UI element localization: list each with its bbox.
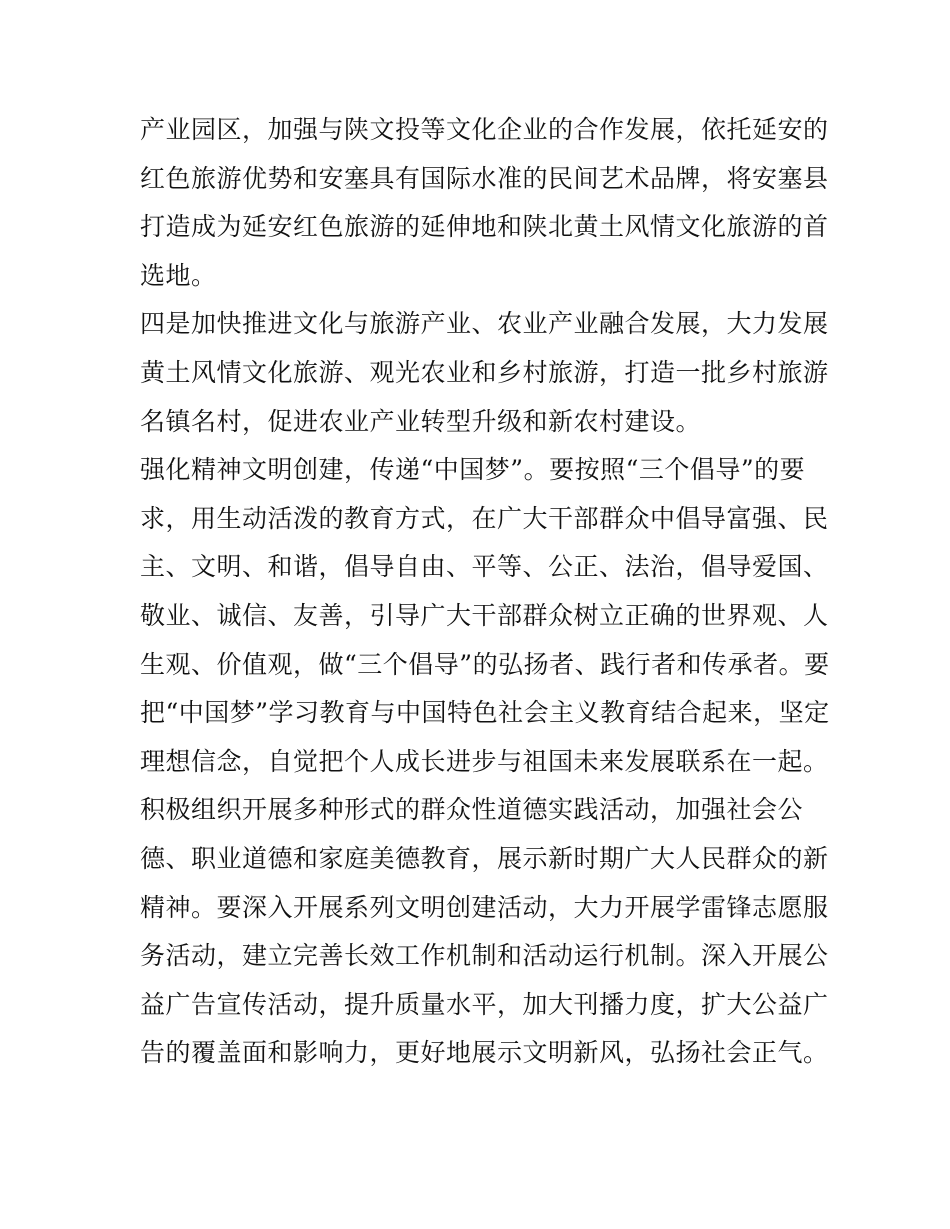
text-line: 主、文明、和谐，倡导自由、平等、公正、法治，倡导爱国、: [140, 552, 829, 582]
text-line: 精神。要深入开展系列文明创建活动，大力开展学雷锋志愿服: [140, 892, 829, 922]
text-line: 求，用生动活泼的教育方式，在广大干部群众中倡导富强、民: [140, 503, 829, 533]
text-line: 积极组织开展多种形式的群众性道德实践活动，加强社会公: [140, 795, 804, 825]
body-text: [140, 106, 830, 1078]
text-line: 选地。: [140, 260, 217, 290]
text-line: 打造成为延安红色旅游的延伸地和陕北黄土风情文化旅游的首: [140, 212, 829, 242]
text-line: 益广告宣传活动，提升质量水平，加大刊播力度，扩大公益广: [140, 989, 829, 1019]
text-line: 务活动，建立完善长效工作机制和活动运行机制。深入开展公: [140, 941, 829, 971]
text-line: 产业园区，加强与陕文投等文化企业的合作发展，依托延安的: [140, 115, 829, 144]
text-line: 强化精神文明创建，传递“中国梦”。要按照“三个倡导”的要: [140, 455, 806, 485]
text-line: 理想信念，自觉把个人成长进步与祖国未来发展联系在一起。: [140, 746, 829, 776]
text-line: 四是加快推进文化与旅游产业、农业产业融合发展，大力发展: [140, 309, 829, 339]
text-line: 把“中国梦”学习教育与中国特色社会主义教育结合起来，坚定: [140, 698, 830, 728]
text-line: 红色旅游优势和安塞具有国际水准的民间艺术品牌，将安塞县: [140, 163, 829, 193]
text-line: 黄土风情文化旅游、观光农业和乡村旅游，打造一批乡村旅游: [140, 357, 829, 387]
text-line: 生观、价值观，做“三个倡导”的弘扬者、践行者和传承者。要: [140, 649, 830, 679]
text-line: 敬业、诚信、友善，引导广大干部群众树立正确的世界观、人: [140, 600, 829, 630]
text-line: 德、职业道德和家庭美德教育，展示新时期广大人民群众的新: [140, 843, 829, 873]
text-line: 告的覆盖面和影响力，更好地展示文明新风，弘扬社会正气。: [140, 1038, 829, 1068]
text-line: 名镇名村，促进农业产业转型升级和新农村建设。: [140, 406, 702, 436]
